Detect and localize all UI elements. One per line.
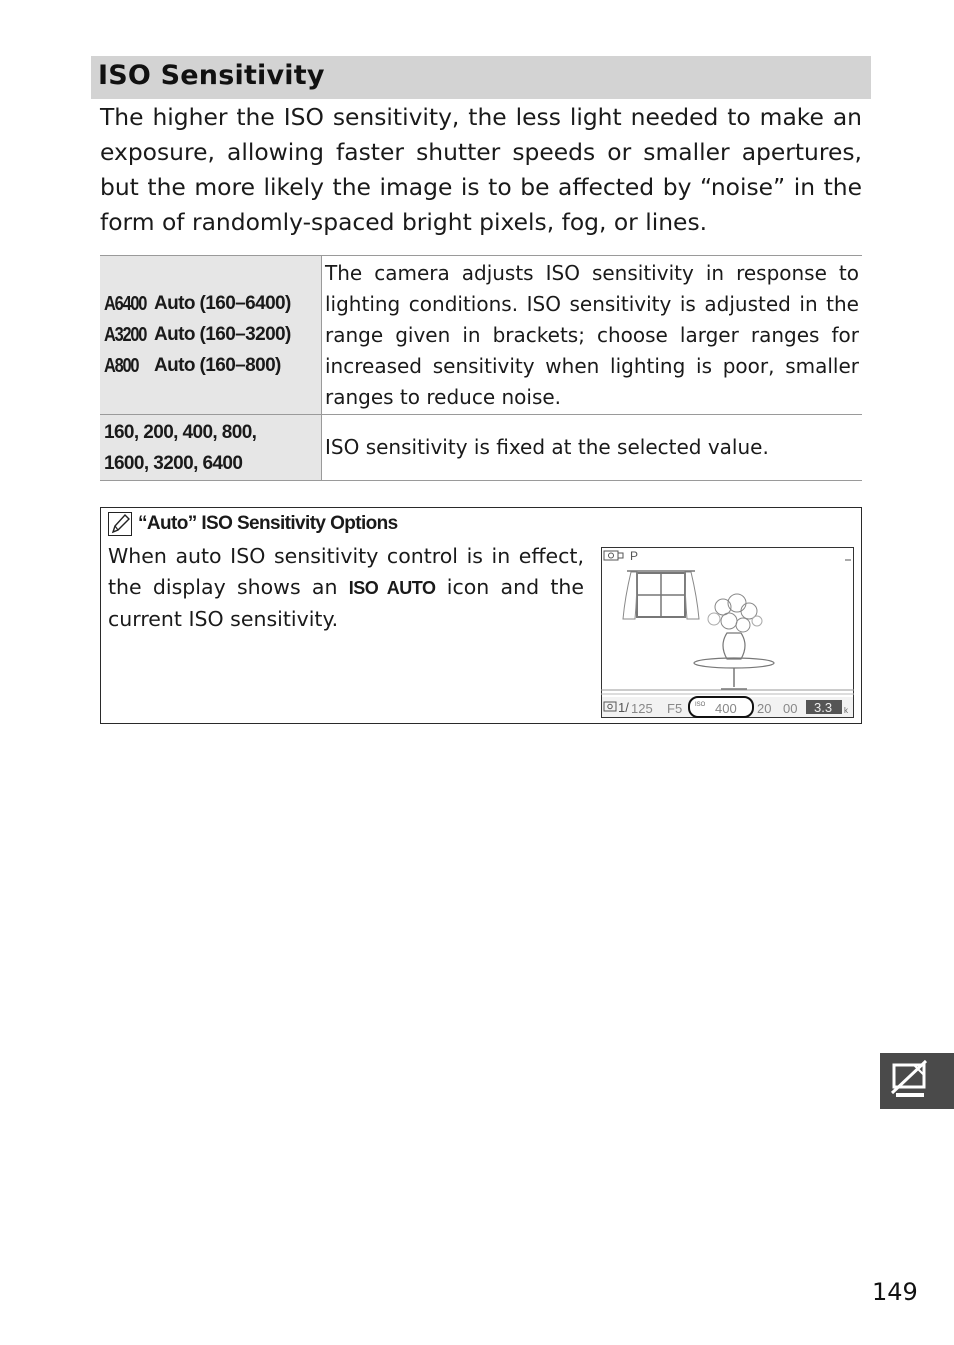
note-title: “Auto” ISO Sensitivity Options (138, 513, 398, 534)
auto-3200-icon: A3200 (104, 323, 147, 346)
auto-6400-icon: A6400 (104, 292, 147, 315)
auto-options-cell (100, 256, 322, 415)
iso-auto-small-icon: ISO (695, 702, 706, 708)
fixed-values-line: 1600, 3200, 6400 (104, 452, 243, 474)
note-header (108, 512, 398, 536)
iso-value: 400 (715, 701, 737, 716)
auto-option-label: Auto (160–6400) (154, 293, 291, 314)
auto-option-label: Auto (160–800) (154, 355, 281, 376)
time-remaining-seconds: 00 (783, 701, 798, 716)
shooting-menu-tab (880, 1053, 954, 1109)
table-row (100, 256, 862, 415)
note-text-start: When auto ISO sensitivity control is in effect, the display shows an (108, 544, 584, 599)
shooting-menu-icon (880, 1053, 954, 1109)
intro-paragraph: The higher the ISO sensitivity, the less light needed to make an exposure, allowing faster shutter speeds or smaller apertures, but the more likely the image is to be affected by “noise” in the form of randomly-spaced bright pixels, fog, or lines. (100, 103, 862, 236)
auto-option (104, 351, 321, 382)
table-row (100, 415, 862, 481)
fixed-options-cell (100, 415, 322, 481)
auto-option (104, 289, 321, 320)
auto-option-label: Auto (160–3200) (154, 324, 291, 345)
shooting-mode: P (630, 549, 639, 563)
auto-800-icon: A800 (104, 354, 139, 377)
svg-text:k: k (844, 706, 848, 715)
note-box (100, 507, 862, 724)
camera-display-illustration (601, 547, 854, 718)
ev-value: 3.3 (814, 700, 833, 715)
auto-description: The camera adjusts ISO sensitivity in response to lighting conditions. ISO sensitivity is adjusted in the range given in brackets; choose larger ranges for increased sensitivity when lighting is poor, smaller ranges to reduce noise. (325, 260, 859, 409)
note-text (108, 541, 584, 635)
section-header (91, 56, 871, 99)
page-number: 149 (872, 1278, 918, 1306)
iso-options-table (100, 255, 862, 481)
iso-auto-icon: ISO AUTO (348, 578, 436, 598)
time-remaining: 20 (757, 701, 772, 716)
pencil-icon (108, 512, 132, 536)
section-title: ISO Sensitivity (98, 60, 325, 91)
auto-option (104, 320, 321, 351)
fixed-values-line: 160, 200, 400, 800, (104, 421, 257, 443)
aperture-value: F5 (667, 701, 683, 716)
shutter-prefix: 1/ (618, 700, 629, 715)
fixed-description: ISO sensitivity is fixed at the selected value. (325, 435, 769, 459)
shutter-speed: 125 (631, 701, 653, 716)
note-text-end: icon and the current ISO sensitivity. (108, 575, 584, 631)
